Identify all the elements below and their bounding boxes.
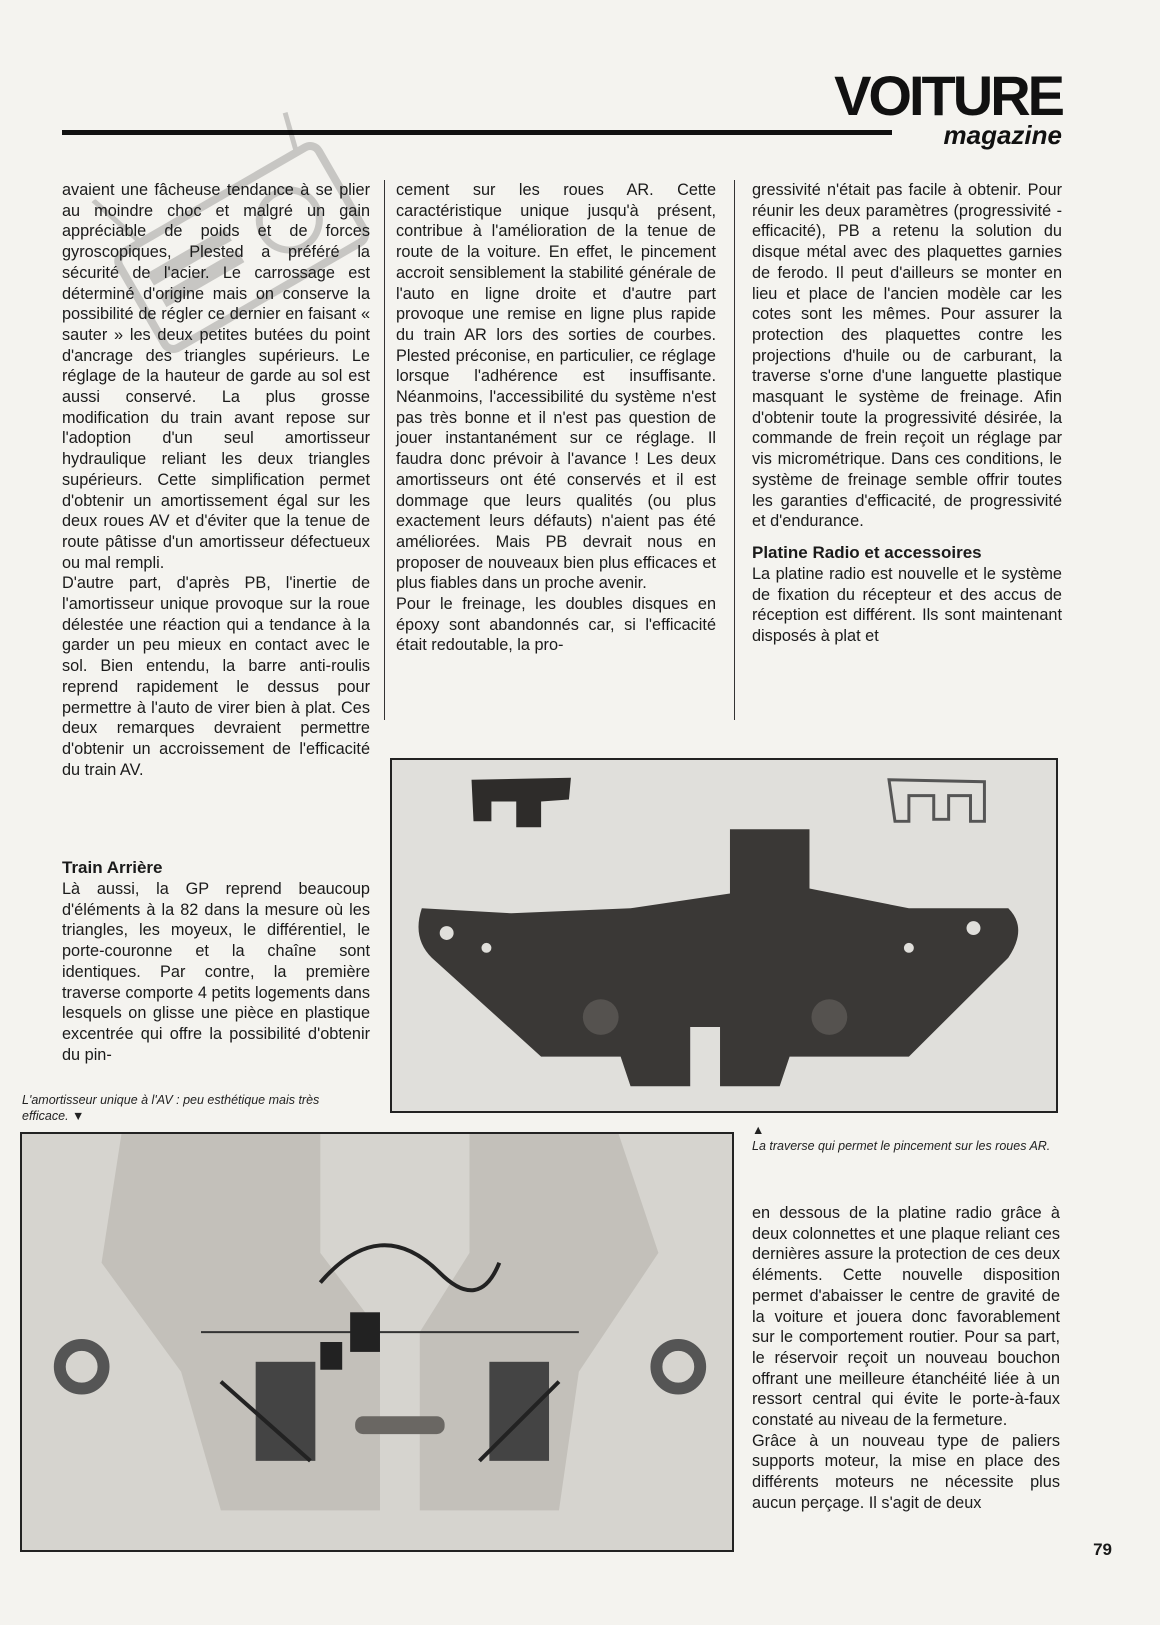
- article-column-1-rear-section: [62, 857, 370, 1065]
- caption-front-shock: L'amortisseur unique à l'AV : peu esthétique mais très efficace. ▼: [22, 1093, 320, 1123]
- brand-subtitle: magazine: [943, 120, 1062, 150]
- brand-title: VOITURE: [834, 64, 1062, 127]
- paragraph: Grâce à un nouveau type de paliers supports moteur, la mise en place des différents moteurs ne nécessite plus aucun perçage. Il s'agit de deux: [752, 1431, 1060, 1512]
- paragraph: avaient une fâcheuse tendance à se plier au moindre choc et malgré un gain appréciable de poids et de forces gyroscopiques, Plested a préféré la sécurité de l'acier. Le carrossage est déterminé d'origine mais on conserve la possibilité de régler ce dernier en faisant « sauter » les deux petites butées du point d'ancrage des triangles supérieurs. Le réglage de la hauteur de garde au sol est aussi conservé. La plus grosse modification du train avant repose sur l'adoption d'un seul amortisseur hydraulique reliant les deux triangles supérieurs. Cette simplification permet d'obtenir un amortissement égal sur les deux roues AV et d'éviter que la tenue de route pâtisse d'un amortisseur défectueux ou mal rempli.: [62, 181, 370, 572]
- paragraph: gressivité n'était pas facile à obtenir. Pour réunir les deux paramètres (progressivité - efficacité), PB a retenu la solution du disque métal avec des plaquettes garnies de ferodo. Il peut d'ailleurs se monter en lieu et place de l'ancien modèle car les cotes sont les mêmes. Pour assurer la protection des plaquettes contre les projections d'huile ou de carburant, la traverse s'orne d'une languette plastique masquant le système de freinage. Afin d'obtenir toute la progressivité désirée, la commande de frein reçoit un réglage par vis micrométrique. Dans ces conditions, le système de freinage semble offrir toutes les garanties d'efficacité, de progressivité et d'endurance.: [752, 181, 1062, 531]
- paragraph: D'autre part, d'après PB, l'inertie de l'amortisseur unique provoque sur la roue délestée une réaction qui a tendance à la garder un peu mieux en contact avec le sol. Bien entendu, la barre anti-roulis reprend rapidement le dessus pour permettre à l'auto de virer bien à plat. Ces deux remarques devraient permettre d'obtenir un accroissement de l'efficacité du train AV.: [62, 574, 370, 779]
- photo-rear-crossmember: [390, 758, 1058, 1113]
- column-divider: [384, 180, 385, 720]
- column-divider: [734, 180, 735, 720]
- page-number: 79: [1093, 1540, 1112, 1559]
- section-heading-radio-plate: Platine Radio et accessoires: [752, 542, 982, 562]
- article-column-3: [752, 180, 1062, 647]
- paragraph: Pour le freinage, les doubles disques en époxy sont abandonnés car, si l'efficacité était redoutable, la pro-: [396, 595, 716, 655]
- paragraph: en dessous de la platine radio grâce à deux colonnettes et une plaque reliant ces dernières assure la protection de ces deux éléments. Cette nouvelle disposition permet d'abaisser le centre de gravité de la voiture et jouera donc favorablement sur le comportement routier. Pour sa part, le réservoir reçoit un nouveau bouchon offrant une meilleure étanchéité liée à un ressort central qui évite le porte-à-faux constaté au niveau de la fermeture.: [752, 1204, 1060, 1430]
- paragraph: cement sur les roues AR. Cette caractéristique unique jusqu'à présent, contribue à l'amélioration de la tenue de route de la voiture. En effet, le pincement accroit sensiblement la stabilité générale de l'auto en ligne droite et d'autre part provoque une remise en ligne plus rapide du train AR lors des sorties de courbes. Plested préconise, en particulier, ce réglage lorsque l'adhérence est insuffisante. Néanmoins, l'accessibilité du système n'est pas très bonne et il n'est pas question de jouer instantanément sur ce réglage. Il faudra donc prévoir à l'avance ! Les deux amortisseurs ont été conservés et il est dommage que leurs qualités (ou plus exactement leurs défauts) n'aient pas été améliorées. Mais PB devrait nous en proposer de nouveaux bien plus efficaces et plus fiables dans un proche avenir.: [396, 181, 716, 593]
- photo-front-suspension: [20, 1132, 734, 1552]
- header-rule: [62, 130, 892, 135]
- caption-rear-crossmember: ▲ La traverse qui permet le pincement sur les roues AR.: [752, 1123, 1051, 1153]
- article-column-1: [62, 180, 370, 780]
- paragraph: La platine radio est nouvelle et le système de fixation du récepteur et des accus de réception est différent. Ils sont maintenant disposés à plat et: [752, 564, 1062, 646]
- masthead: [834, 64, 1062, 150]
- section-heading-rear-train: Train Arrière: [62, 858, 163, 877]
- article-column-2: [396, 180, 716, 656]
- article-column-4: [752, 1203, 1060, 1514]
- paragraph: Là aussi, la GP reprend beaucoup d'éléments à la 82 dans la mesure où les triangles, les moyeux, le différentiel, le porte-couronne et la chaîne sont identiques. Par contre, la première traverse comporte 4 petits logements dans lesquels on glisse une pièce en plastique excentrée qui offre la possibilité d'obtenir du pin-: [62, 880, 370, 1064]
